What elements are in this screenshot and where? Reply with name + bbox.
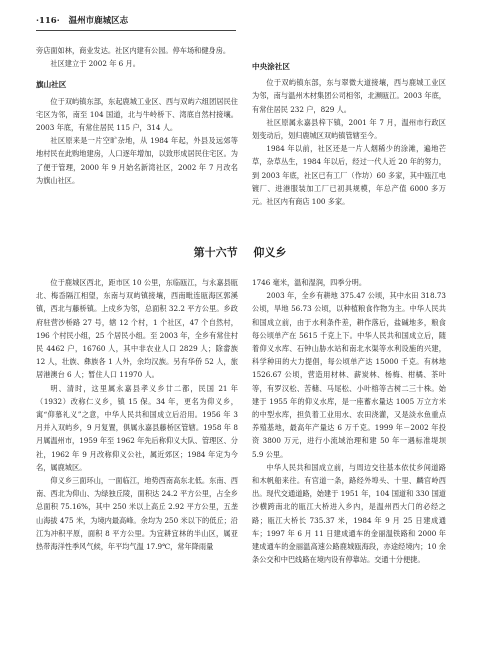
paragraph: 社区建立于 2002 年 6 月。: [50, 59, 140, 69]
paragraph: 位于双屿镇东部，东起鹿城工业区、西与双屿六组团居民住宅区为邻，南至 104 国道，北与牛岭桥下、湾底自然村接壤。2003 年底，有常住居民 115 户，314 人。: [36, 96, 238, 133]
paragraph: 位于鹿城区西北，距市区 10 公里，东临瓯江，与永嘉县瓯北、梅岙隔江相望，东南与双屿镇接壤，西南毗连瓯海区郭溪镇，西北与藤桥镇。上戍乡为邻，总面积 32.2 平方公里。乡政府驻营沙桥路 27 号，辖 12 个村，1 个社区，47 个自然村，196 个村民小组，25 个居民小组。至 2003 年，全乡有常住村民 4462 户，16760 人，其中非农业人口 2829 人；除畲族 12 人，壮族、彝族各 1 人外，余均汉族。另有华侨 52 人，旅居港澳台 6 人；暂住人口 11970 人。: [36, 278, 238, 380]
section-heading-zhongyangtu: 中央涂社区: [252, 62, 290, 71]
section-number: 第十六节: [193, 246, 238, 259]
paragraph: 2003 年，全乡有耕地 375.47 公顷，其中水田 318.73 公顷，旱地 56.73 公顷，以种植粮食作物为主。中华人民共和国成立前，由于水利条件差，耕作落后，盐碱地多，粮食每公顷单产在 5615 千克上下。中华人民共和国成立后，随着仰义水库、石钟山胁水站和南北水渠等水利设施的兴建，科学种田的大力提倡，每公顷单产达 15000 千克。有林地 1526.67 公顷，营造用材林、薪炭林、杨梅、柑橘、茶叶等，有罗汉松、苦槠、马尾松、小叶榕等古树二三十株。始建于 1955 年的仰义水库，是一座蓄水量达 1005 万立方米的中型水库，担负着工业用水、农田浇灌，又是淡水鱼重点养殖基地，最高年产量达 6 万千克。1999 年－2002 年投资 3800 万元，进行小流域治理和建 50 年一遇标准堤坝 5.9 公里。: [252, 291, 446, 459]
paragraph: 位于双屿镇东部，东与翠微大道接壤，西与鹿城工业区为邻，南与温州木材集团公司相邻，北濒瓯江。2003 年底，有常住居民 232 户，829 人。: [252, 78, 446, 114]
section-title: [0, 244, 480, 260]
top-right-column: [252, 60, 446, 208]
paragraph: 明、清时，这里属永嘉县孝义乡廿二都，民国 21 年（1932）改称仁义乡，镇 15 保。34 年，更名为仰义乡，寓“仰慕礼义”之意，中华人民共和国成立后沿用。1956 年 3 月并入双屿乡，9 月复置，俱属永嘉县藤桥区管辖。1958 年 8 月属温州市，1959 年至 1962 年先后称仰义大队、管理区、分社，1962 年 9 月改称仰义公社，属近郊区；1984 年定为今名，属鹿城区。: [36, 383, 238, 472]
section-heading-qishan: 旗山社区: [36, 80, 67, 90]
section-name: 仰义乡: [253, 246, 287, 259]
paragraph: 社区原来是一片空旷杂地，从 1984 年起，外县及远郊等地村民在此购地建房，人口逐年增加，以致形成居民住宅区。为了便于管理，2000 年 9 月始名新湾社区，2002 年 7 月改名为旗山社区。: [36, 136, 238, 185]
bottom-right-column: [252, 276, 446, 566]
page-header: [36, 14, 446, 26]
paragraph: 仰义乡三面环山，一面临江，地势西南高东北低。东南、西南、西北为仰山、为绿独丘陵，面积达 24.2 平方公里，占全乡总面积 75.16%，其中 250 米以上高丘 2.92 平方公里，五垄山海拔 475 米，为境内最高峰。余均为 250 米以下的低丘；沿江为冲积平原，面积 8 平方公里。为宜耕宜林的半山区，属亚热带海洋性季风气候，年平均气温 17.9℃，常年降雨量: [36, 476, 238, 552]
page-number: ·116·: [36, 16, 60, 26]
paragraph: 中华人民共和国成立前，与周边交往基本依仗乡间道路和木帆船来往。有官道一条，路经外埠头、十里、麟官岭西出。现代交通道路，始建于 1951 年，104 国道和 330 国道沙横跨南北的瓯江大桥进入乡内，是温州西大门的必经之路；瓯江大桥长 735.37 米，1984 年 9 月 25 日建成通车；1997 年 6 月 11 日建成通车的金丽温铁路和 2000 年建成通车的金丽温高速公路鹿城瓯海段，亦途经境内；10 余条公交和中巴线路在境内设有停靠站。交通十分便捷。: [252, 462, 446, 565]
bottom-left-column: [36, 276, 238, 553]
book-title: 温州市鹿城区志: [68, 16, 129, 26]
paragraph: 1984 年以前，社区还是一片人烟稀少的涂滩，遍地芒草，杂草丛生，1984 年以后，经过一代人近 20 年的努力，到 2003 年底，社区已有工厂（作坊）60 多家，其中瓯江电镀厂、进港服装加工厂已初具规模，年总产值 6000 多万元。社区内有商店 100 多家。: [252, 144, 446, 207]
paragraph: 1746 毫米，温和湿润，四季分明。: [252, 278, 367, 287]
paragraph: 社区原属永嘉县梓下镇，2001 年 7 月，温州市行政区划变动后，划归鹿城区双屿镇管辖至今。: [252, 117, 446, 141]
top-left-column: [36, 44, 238, 187]
header-rule: [36, 30, 236, 31]
paragraph: 旁店面如林，商业发达。社区内建有公园。停车场和健身房。: [36, 46, 231, 55]
